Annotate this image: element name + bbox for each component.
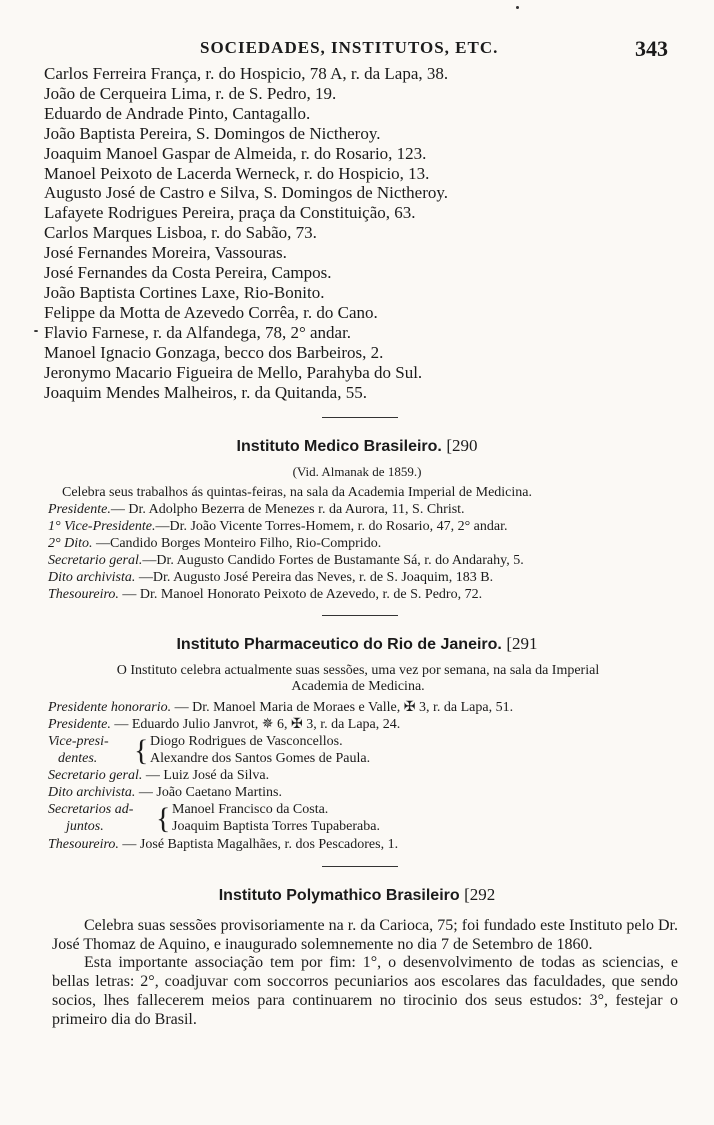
officer-line xyxy=(48,569,493,586)
officer-role: 2° Dito. xyxy=(48,536,93,551)
page-header xyxy=(0,36,714,62)
section-intro xyxy=(48,663,668,695)
vice-presidents-block xyxy=(48,734,468,768)
section-number: [292 xyxy=(464,885,496,904)
list-item: José Fernandes Moreira, Vassouras. xyxy=(44,243,287,263)
officer-name: Joaquim Baptista Torres Tupaberaba. xyxy=(172,818,380,834)
member-list xyxy=(44,64,684,402)
officer-line xyxy=(48,699,513,716)
list-item: Jeronymo Macario Figueira de Mello, Parahyba do Sul. xyxy=(44,362,423,382)
officer-text: —Dr. Augusto Candido Fortes de Bustamante Sá, r. do Andarahy, 5. xyxy=(142,553,524,568)
list-item: Lafayete Rodrigues Pereira, praça da Constituição, 63. xyxy=(44,203,416,223)
section-note: (Vid. Almanak de 1859.) xyxy=(292,464,422,479)
officer-line xyxy=(48,518,507,535)
list-item: Flavio Farnese, r. da Alfandega, 78, 2° andar. xyxy=(44,322,352,342)
officer-line xyxy=(48,501,465,518)
ink-speck xyxy=(516,6,519,9)
officer-line xyxy=(48,767,269,784)
list-item: Manoel Peixoto de Lacerda Werneck, r. do Hospicio, 13. xyxy=(44,163,430,183)
officer-role: Thesoureiro. xyxy=(48,837,119,852)
section-number: [291 xyxy=(506,634,538,653)
officer-role: Presidente. xyxy=(48,717,111,732)
section-divider xyxy=(322,417,398,418)
secretaries-block xyxy=(48,802,468,836)
section-divider xyxy=(322,866,398,867)
officer-text: — Dr. Adolpho Bezerra de Menezes r. da Aurora, 11, S. Christ. xyxy=(110,502,465,517)
list-item: Carlos Marques Lisboa, r. do Sabão, 73. xyxy=(44,223,317,243)
officer-role: juntos. xyxy=(66,818,104,834)
officer-role: Presidente. xyxy=(48,502,111,517)
officer-text: — Eduardo Julio Janvrot, ✵ 6, ✠ 3, r. da Lapa, 24. xyxy=(110,717,401,732)
section-title-medico xyxy=(0,436,714,456)
officer-line xyxy=(48,535,381,552)
officer-text: — João Caetano Martins. xyxy=(135,785,282,800)
section-title-text: Instituto Polymathico Brasileiro xyxy=(218,887,460,904)
officer-line xyxy=(48,586,482,603)
intro-line: Academia de Medicina. xyxy=(291,679,425,694)
list-item: Eduardo de Andrade Pinto, Cantagallo. xyxy=(44,103,311,123)
list-item: Manoel Ignacio Gonzaga, becco dos Barbeiros, 2. xyxy=(44,342,384,362)
section-title-polymathico xyxy=(0,885,714,905)
section-title-pharma xyxy=(0,634,714,654)
brace-icon: { xyxy=(156,802,171,835)
officer-role: Thesoureiro. xyxy=(48,587,119,602)
officer-role: Secretarios ad- xyxy=(48,802,134,817)
officer-text: —Candido Borges Monteiro Filho, Rio-Comprido. xyxy=(92,536,382,551)
officer-line xyxy=(48,836,398,853)
officer-text: — Dr. Manoel Maria de Moraes e Valle, ✠ 3, r. da Lapa, 51. xyxy=(171,700,514,715)
officer-text: —Dr. João Vicente Torres-Homem, r. do Rosario, 47, 2° andar. xyxy=(155,519,508,534)
brace-icon: { xyxy=(134,734,149,767)
section-divider xyxy=(322,615,398,616)
officer-line xyxy=(48,552,524,569)
list-item: Joaquim Mendes Malheiros, r. da Quitanda, 55. xyxy=(44,382,367,402)
officer-text: — Luiz José da Silva. xyxy=(142,768,270,783)
section-title-text: Instituto Medico Brasileiro. xyxy=(236,438,442,455)
section-body xyxy=(52,917,678,1029)
list-item: Joaquim Manoel Gaspar de Almeida, r. do Rosario, 123. xyxy=(44,143,427,163)
officer-name: Manoel Francisco da Costa. xyxy=(172,802,329,817)
list-item: José Fernandes da Costa Pereira, Campos. xyxy=(44,263,332,283)
section-intro: Celebra seus trabalhos ás quintas-feiras, na sala da Academia Imperial de Medicina. xyxy=(62,485,532,500)
list-item: João Baptista Pereira, S. Domingos de Nictheroy. xyxy=(44,123,381,143)
officer-text: — Dr. Manoel Honorato Peixoto de Azevedo, r. de S. Pedro, 72. xyxy=(118,587,483,602)
officer-role: Presidente honorario. xyxy=(48,700,172,715)
page-number: 343 xyxy=(635,36,668,61)
officer-text: — José Baptista Magalhães, r. dos Pescadores, 1. xyxy=(118,837,399,852)
section-title-text: Instituto Pharmaceutico do Rio de Janeiro. xyxy=(176,636,502,653)
officer-role: Vice-presi- xyxy=(48,734,109,749)
officer-name: Alexandre dos Santos Gomes de Paula. xyxy=(150,750,371,766)
officer-role: Secretario geral. xyxy=(48,768,143,783)
officer-role: 1° Vice-Presidente. xyxy=(48,519,156,534)
ink-speck xyxy=(34,330,38,332)
list-item: João de Cerqueira Lima, r. de S. Pedro, 19. xyxy=(44,83,337,103)
officer-name: Diogo Rodrigues de Vasconcellos. xyxy=(150,734,343,749)
officer-role: Dito archivista. xyxy=(48,570,136,585)
paragraph: Esta importante associação tem por fim: 1°, o desenvolvimento de todas as sciencias, e bellas letras: 2°, coadjuvar com soccorros pecuniarios aos escolares das faculdades, que sendo socios, lhes fallecerem meios para continuarem no tirocinio dos seus estudos: 3°, festejar o primeiro dia do Brasil. xyxy=(52,954,678,1028)
officer-role: dentes. xyxy=(58,750,98,766)
list-item: João Baptista Cortines Laxe, Rio-Bonito. xyxy=(44,282,325,302)
officer-line xyxy=(48,716,400,733)
officer-text: —Dr. Augusto José Pereira das Neves, r. de S. Joaquim, 183 B. xyxy=(135,570,494,585)
list-item: Carlos Ferreira França, r. do Hospicio, 78 A, r. da Lapa, 38. xyxy=(44,64,449,83)
list-item: Felippe da Motta de Azevedo Corrêa, r. do Cano. xyxy=(44,302,378,322)
officer-role: Secretario geral. xyxy=(48,553,143,568)
running-title: SOCIEDADES, INSTITUTOS, ETC. xyxy=(200,38,499,57)
section-number: [290 xyxy=(446,436,478,455)
list-item: Augusto José de Castro e Silva, S. Domingos de Nictheroy. xyxy=(44,183,449,203)
officer-line xyxy=(48,784,282,801)
paragraph: Celebra suas sessões provisoriamente na r. da Carioca, 75; foi fundado este Instituto pelo Dr. José Thomaz de Aquino, e inaugurado solemnemente no dia 7 de Setembro de 1860. xyxy=(52,917,678,953)
officer-role: Dito archivista. xyxy=(48,785,136,800)
intro-line: O Instituto celebra actualmente suas sessões, uma vez por semana, na sala da Imperial xyxy=(116,663,600,678)
